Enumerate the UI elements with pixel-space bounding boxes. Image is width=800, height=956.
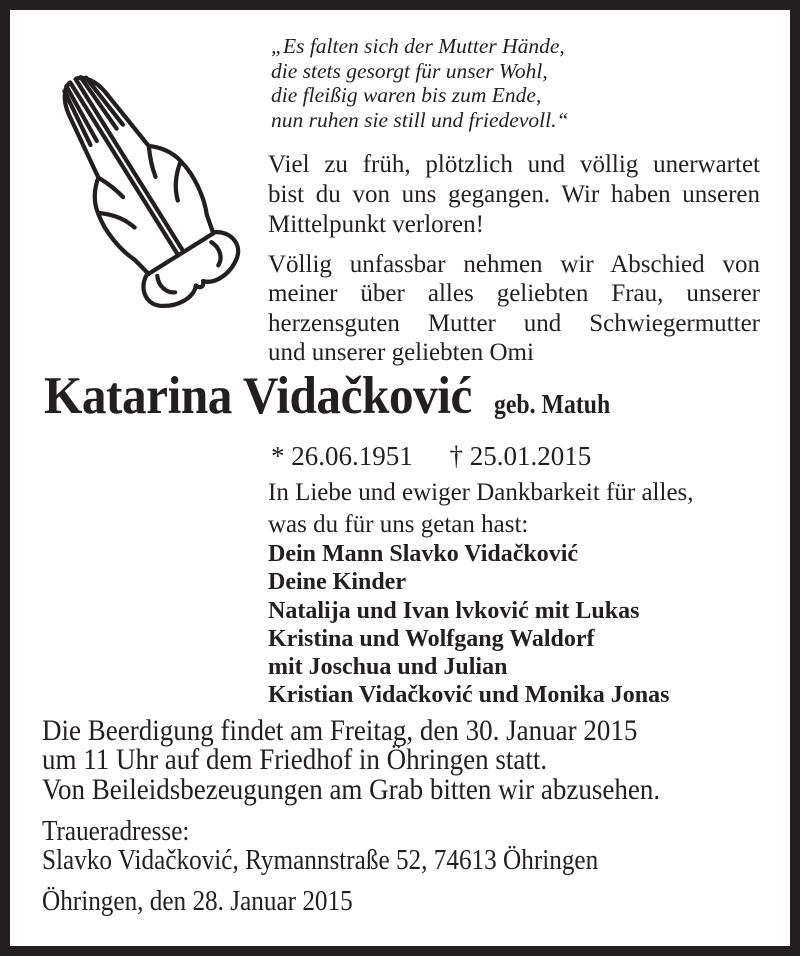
praying-hands-icon — [26, 48, 266, 324]
condolence-label: Traueradresse: — [42, 816, 190, 847]
mourner-line: Natalija und Ivan lvković mit Lukas — [268, 597, 640, 624]
opening-paragraph — [268, 150, 760, 240]
mourner-line: mit Joschua und Julian — [268, 654, 508, 681]
gratitude-line: In Liebe und ewiger Dankbarkeit für alles, — [268, 479, 694, 506]
condolence-address-block — [42, 818, 598, 875]
deceased-name-line — [44, 366, 626, 426]
condolence-address: Slavko Vidačković, Rymannstraße 52, 74613 Öhringen — [42, 844, 599, 876]
mourners-list — [268, 540, 669, 710]
poem-line: die stets gesorgt für unser Wohl, — [271, 58, 548, 83]
paragraph-line: Völlig unfassbar nehmen wir Abschied von — [268, 251, 760, 278]
poem-line: nun ruhen sie still und friedevoll.“ — [271, 107, 569, 132]
place-date-line: Öhringen, den 28. Januar 2015 — [42, 886, 353, 917]
memorial-poem — [271, 34, 568, 132]
poem-line: die fleißig waren bis zum Ende, — [271, 83, 542, 108]
paragraph-line: Mittelpunkt verloren! — [268, 211, 484, 238]
paragraph-line: und unserer geliebten Omi — [268, 339, 534, 367]
funeral-info — [42, 716, 660, 804]
funeral-line: um 11 Uhr auf dem Friedhof in Öhringen statt. — [42, 743, 548, 777]
funeral-line: Die Beerdigung findet am Freitag, den 30. Januar 2015 — [42, 714, 638, 747]
paragraph-line: Viel zu früh, plötzlich und völlig unerwartet — [268, 151, 760, 178]
paragraph-line: meiner über alles geliebten Frau, unserer — [268, 280, 760, 308]
gratitude-line: was du für uns getan hast: — [268, 510, 529, 538]
paragraph-line: bist du von uns gegangen. Wir haben unseren — [268, 181, 760, 208]
farewell-paragraph — [268, 250, 760, 368]
poem-line: „Es falten sich der Mutter Hände, — [271, 34, 565, 58]
mourner-line: Kristina und Wolfgang Waldorf — [268, 625, 595, 652]
death-date: † 25.01.2015 — [449, 441, 592, 471]
mourner-line: Deine Kinder — [268, 569, 406, 596]
funeral-line: Von Beileidsbezeugungen am Grab bitten wir abzusehen. — [42, 772, 661, 806]
birth-date: * 26.06.1951 — [271, 441, 413, 471]
paragraph-line: herzensguten Mutter und Schwiegermutter — [268, 309, 760, 337]
mourner-line: Dein Mann Slavko Vidačković — [268, 541, 579, 567]
gratitude-text — [268, 477, 694, 540]
life-dates — [271, 441, 591, 472]
mourner-line: Kristian Vidačković und Monika Jonas — [268, 682, 670, 709]
maiden-name: geb. Matuh — [494, 389, 611, 419]
deceased-name: Katarina Vidačković — [44, 367, 472, 425]
